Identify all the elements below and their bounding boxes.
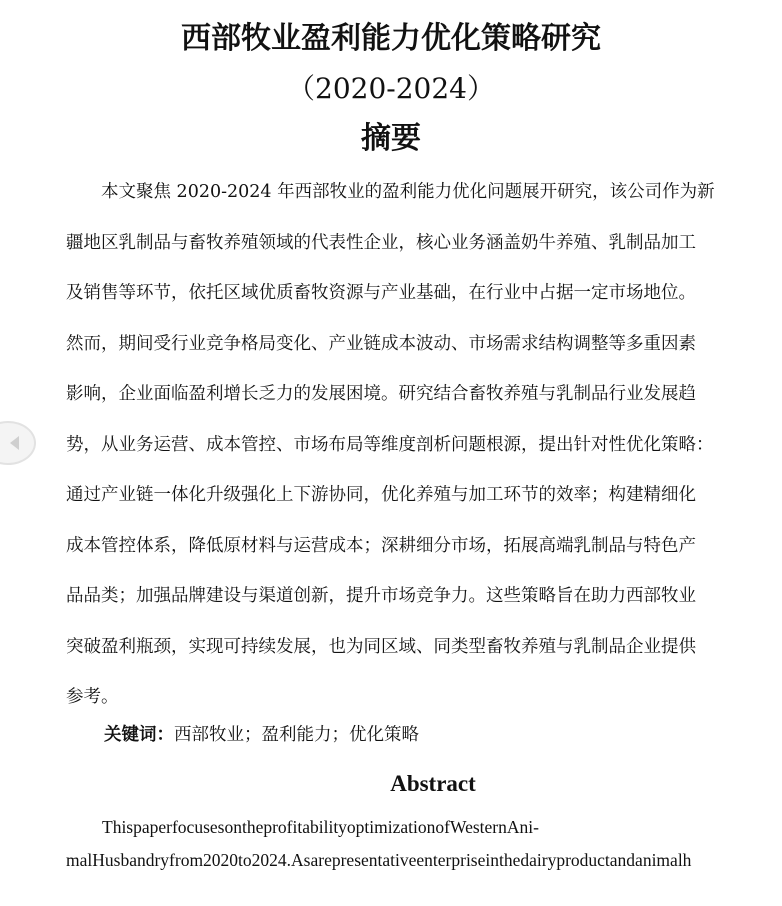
chevron-left-icon	[10, 436, 19, 450]
abstract-en-line: ThispaperfocusesontheprofitabilityoptimizationofWesternAni-	[102, 817, 539, 837]
keywords-label: 关键词：	[104, 725, 174, 745]
abstract-line: 疆地区乳制品与畜牧养殖领域的代表性企业，核心业务涵盖奶牛养殖、乳制品加工	[66, 232, 696, 253]
abstract-line: 成本管控体系，降低原材料与运营成本；深耕细分市场，拓展高端乳制品与特色产	[66, 535, 696, 556]
document-title: 西部牧业盈利能力优化策略研究	[181, 21, 601, 56]
abstract-body	[66, 167, 756, 723]
keywords-value: 西部牧业；盈利能力；优化策略	[174, 725, 419, 745]
abstract-line: 及销售等环节，依托区域优质畜牧资源与产业基础，在行业中占据一定市场地位。	[66, 283, 696, 303]
keywords	[104, 717, 419, 753]
abstract-en-line: malHusbandryfrom2020to2024.Asarepresentativeenterpriseinthedairyproductandanimalh	[66, 850, 692, 870]
abstract-line: 本文聚焦 2020-2024 年西部牧业的盈利能力优化问题展开研究，该公司作为新	[101, 182, 715, 202]
abstract-line: 通过产业链一体化升级强化上下游协同，优化养殖与加工环节的效率；构建精细化	[66, 485, 696, 505]
abstract-line: 然而，期间受行业竞争格局变化、产业链成本波动、市场需求结构调整等多重因素	[66, 333, 696, 354]
abstract-en-heading: Abstract	[390, 771, 476, 796]
abstract-line: 参考。	[66, 687, 119, 707]
abstract-line: 势，从业务运营、成本管控、市场布局等维度剖析问题根源，提出针对性优化策略：	[66, 434, 714, 455]
abstract-line: 影响，企业面临盈利增长乏力的发展困境。研究结合畜牧养殖与乳制品行业发展趋	[66, 384, 696, 404]
abstract-line: 品品类；加强品牌建设与渠道创新，提升市场竞争力。这些策略旨在助力西部牧业	[66, 586, 696, 606]
abstract-heading: 摘要	[361, 121, 421, 156]
document-subtitle: （2020-2024）	[287, 72, 495, 105]
abstract-en-body	[66, 811, 766, 877]
abstract-line: 突破盈利瓶颈，实现可持续发展，也为同区域、同类型畜牧养殖与乳制品企业提供	[66, 636, 696, 657]
